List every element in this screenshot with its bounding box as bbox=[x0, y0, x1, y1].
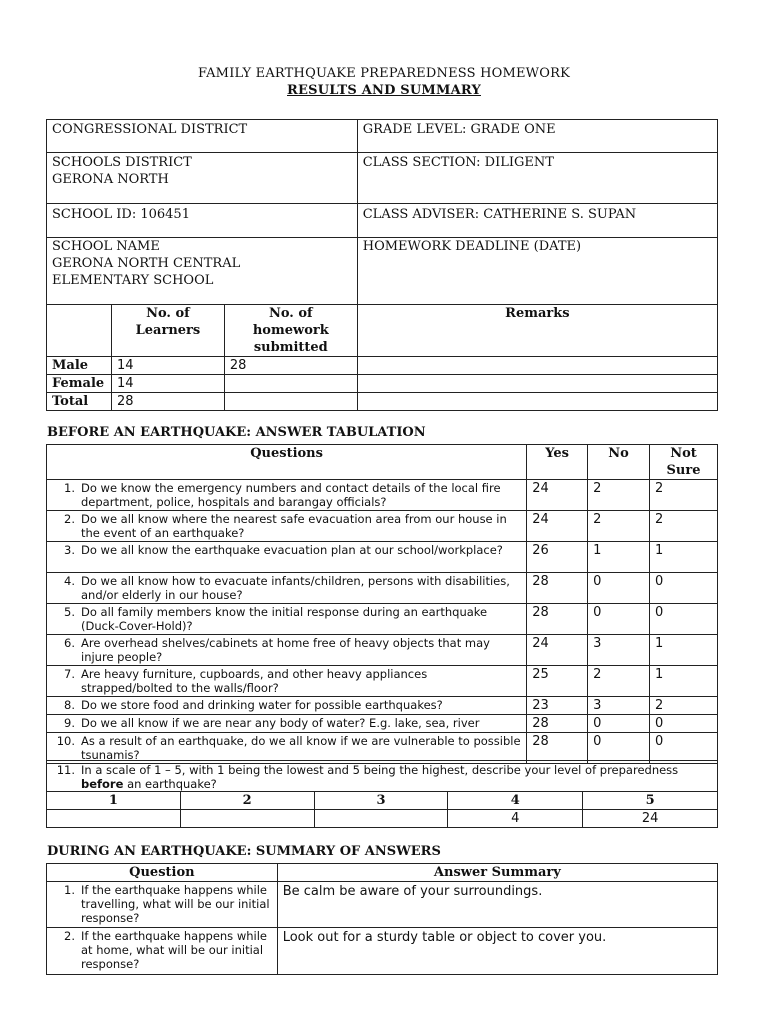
not-sure-count: 0 bbox=[650, 733, 718, 764]
yes-count: 28 bbox=[527, 733, 588, 764]
question-text-wrap bbox=[53, 481, 521, 509]
not-sure-header: Not Sure bbox=[666, 446, 701, 478]
answer-summary: Be calm be aware of your surroundings. bbox=[277, 882, 717, 928]
question-number: 2. bbox=[64, 929, 75, 943]
not-sure-count: 2 bbox=[650, 697, 718, 715]
schools-district-label: SCHOOLS DISTRICT bbox=[52, 155, 192, 170]
answer-summary-header: Answer Summary bbox=[433, 865, 561, 880]
not-sure-count: 0 bbox=[650, 715, 718, 733]
question-text: If the earthquake happens while at home, what will be our initial response? bbox=[81, 929, 267, 971]
submitted-count: 28 bbox=[224, 357, 357, 375]
table-row bbox=[47, 733, 718, 764]
question-text-wrap bbox=[53, 929, 272, 971]
table-row bbox=[47, 715, 718, 733]
question-text: Do we all know the earthquake evacuation plan at our school/workplace? bbox=[81, 543, 503, 557]
not-sure-count: 1 bbox=[650, 542, 718, 573]
row-label: Total bbox=[47, 393, 112, 411]
submitted-header: No. of homework submitted bbox=[252, 306, 329, 355]
yes-count: 28 bbox=[527, 715, 588, 733]
question-text: Are heavy furniture, cupboards, and other heavy appliances strapped/bolted to the walls/floor? bbox=[81, 667, 428, 695]
table-row bbox=[47, 393, 718, 411]
question-text-wrap bbox=[53, 698, 521, 712]
scale-value: 2 bbox=[180, 792, 314, 810]
no-count: 3 bbox=[588, 635, 650, 666]
yes-count: 24 bbox=[527, 480, 588, 511]
question-text: Do all family members know the initial response during an earthquake (Duck-Cover-Hold)? bbox=[81, 605, 488, 633]
scale-count bbox=[180, 810, 314, 828]
yes-count: 25 bbox=[527, 666, 588, 697]
no-count: 0 bbox=[588, 604, 650, 635]
scale-row bbox=[47, 792, 718, 810]
question-text-wrap bbox=[53, 883, 272, 925]
question-number: 11. bbox=[56, 763, 75, 777]
not-sure-count: 0 bbox=[650, 604, 718, 635]
yes-count: 26 bbox=[527, 542, 588, 573]
question-11 bbox=[53, 763, 712, 791]
not-sure-count: 2 bbox=[650, 511, 718, 542]
question-number: 9. bbox=[64, 716, 75, 730]
row-label: Male bbox=[47, 357, 112, 375]
question-number: 1. bbox=[64, 883, 75, 897]
school-info-table bbox=[46, 119, 718, 411]
question-number: 8. bbox=[64, 698, 75, 712]
table-row bbox=[47, 542, 718, 573]
question-text: As a result of an earthquake, do we all know if we are vulnerable to possible tsunamis? bbox=[81, 734, 521, 762]
question-text-wrap bbox=[53, 512, 521, 540]
not-sure-count: 1 bbox=[650, 666, 718, 697]
preparedness-scale-table bbox=[46, 760, 718, 828]
question-text: Do we all know where the nearest safe evacuation area from our house in the event of an earthquake? bbox=[81, 512, 507, 540]
learners-count: 28 bbox=[111, 393, 224, 411]
questions-header: Questions bbox=[250, 446, 323, 461]
before-question-rows bbox=[47, 480, 718, 764]
learners-header: No. of Learners bbox=[135, 306, 201, 338]
question-number: 3. bbox=[64, 543, 75, 557]
remarks-cell bbox=[357, 375, 717, 393]
scale-value: 3 bbox=[314, 792, 448, 810]
scale-value: 1 bbox=[47, 792, 181, 810]
school-name-line2: ELEMENTARY SCHOOL bbox=[52, 273, 214, 288]
question-text: Do we all know if we are near any body of water? E.g. lake, sea, river bbox=[81, 716, 480, 730]
scale-count bbox=[314, 810, 448, 828]
table-row bbox=[47, 697, 718, 715]
no-count: 3 bbox=[588, 697, 650, 715]
question-text: Do we store food and drinking water for possible earthquakes? bbox=[81, 698, 443, 712]
table-row bbox=[47, 375, 718, 393]
not-sure-count: 2 bbox=[650, 480, 718, 511]
learners-count: 14 bbox=[111, 375, 224, 393]
question-number: 7. bbox=[64, 667, 75, 681]
question-11-text: In a scale of 1 – 5, with 1 being the lowest and 5 being the highest, describe your level of preparedness bbox=[81, 763, 679, 777]
question-text-wrap bbox=[53, 543, 521, 557]
class-adviser: CLASS ADVISER: CATHERINE S. SUPAN bbox=[362, 207, 637, 222]
table-row bbox=[47, 480, 718, 511]
not-sure-count: 0 bbox=[650, 573, 718, 604]
yes-count: 23 bbox=[527, 697, 588, 715]
school-id: SCHOOL ID: 106451 bbox=[52, 207, 190, 222]
count-row bbox=[47, 810, 718, 828]
document-subtitle: RESULTS AND SUMMARY bbox=[287, 83, 481, 98]
question-number: 4. bbox=[64, 574, 75, 588]
question-text: Do we all know how to evacuate infants/children, persons with disabilities, and/or elderly in our house? bbox=[81, 574, 510, 602]
question-text-wrap bbox=[53, 636, 521, 664]
scale-count bbox=[47, 810, 181, 828]
no-count: 0 bbox=[588, 715, 650, 733]
learners-count: 14 bbox=[111, 357, 224, 375]
document-title: FAMILY EARTHQUAKE PREPAREDNESS HOMEWORK bbox=[198, 66, 570, 81]
question-number: 10. bbox=[56, 734, 75, 748]
remarks-cell bbox=[357, 357, 717, 375]
question-text-wrap bbox=[53, 605, 521, 633]
question-text: Are overhead shelves/cabinets at home free of heavy objects that may injure people? bbox=[81, 636, 490, 664]
yes-count: 24 bbox=[527, 635, 588, 666]
table-row bbox=[47, 635, 718, 666]
not-sure-count: 1 bbox=[650, 635, 718, 666]
grade-level: GRADE LEVEL: GRADE ONE bbox=[362, 122, 556, 137]
schools-district-value: GERONA NORTH bbox=[52, 172, 169, 187]
no-count: 1 bbox=[588, 542, 650, 573]
question-text: If the earthquake happens while travelling, what will be our initial response? bbox=[81, 883, 270, 925]
no-header: No bbox=[608, 446, 629, 461]
question-text-wrap bbox=[53, 574, 521, 602]
school-name-label: SCHOOL NAME bbox=[52, 239, 160, 254]
table-row bbox=[47, 604, 718, 635]
no-count: 2 bbox=[588, 666, 650, 697]
before-section-title: BEFORE AN EARTHQUAKE: ANSWER TABULATION bbox=[47, 425, 426, 440]
scale-count: 4 bbox=[448, 810, 583, 828]
congressional-district: CONGRESSIONAL DISTRICT bbox=[52, 122, 248, 137]
scale-value: 4 bbox=[448, 792, 583, 810]
no-count: 2 bbox=[588, 511, 650, 542]
question-number: 1. bbox=[64, 481, 75, 495]
table-row bbox=[47, 666, 718, 697]
no-count: 0 bbox=[588, 733, 650, 764]
question-text: Do we know the emergency numbers and contact details of the local fire department, police, hospitals and barangay officials? bbox=[81, 481, 501, 509]
yes-count: 24 bbox=[527, 511, 588, 542]
question-header: Question bbox=[129, 865, 195, 880]
table-row bbox=[47, 882, 718, 928]
remarks-cell bbox=[357, 393, 717, 411]
question-11-text-after: an earthquake? bbox=[127, 777, 217, 791]
class-section: CLASS SECTION: DILIGENT bbox=[362, 155, 554, 170]
question-number: 2. bbox=[64, 512, 75, 526]
remarks-header: Remarks bbox=[505, 306, 570, 321]
table-row bbox=[47, 573, 718, 604]
no-count: 0 bbox=[588, 573, 650, 604]
table-row bbox=[47, 357, 718, 375]
question-11-bold: before bbox=[81, 777, 124, 791]
yes-header: Yes bbox=[545, 446, 570, 461]
yes-count: 28 bbox=[527, 604, 588, 635]
scale-value: 5 bbox=[583, 792, 718, 810]
during-section-title: DURING AN EARTHQUAKE: SUMMARY OF ANSWERS bbox=[47, 844, 441, 859]
school-name-line1: GERONA NORTH CENTRAL bbox=[52, 256, 241, 271]
answer-summary: Look out for a sturdy table or object to cover you. bbox=[277, 928, 717, 975]
scale-count: 24 bbox=[583, 810, 718, 828]
table-row bbox=[47, 928, 718, 975]
no-count: 2 bbox=[588, 480, 650, 511]
submitted-count bbox=[224, 375, 357, 393]
question-text-wrap bbox=[53, 716, 521, 730]
during-rows bbox=[47, 882, 718, 975]
row-label: Female bbox=[47, 375, 112, 393]
yes-count: 28 bbox=[527, 573, 588, 604]
question-text-wrap bbox=[53, 667, 521, 695]
before-table bbox=[46, 444, 718, 764]
submitted-count bbox=[224, 393, 357, 411]
table-row bbox=[47, 511, 718, 542]
question-text-wrap bbox=[53, 734, 521, 762]
during-table bbox=[46, 863, 718, 975]
question-number: 5. bbox=[64, 605, 75, 619]
question-number: 6. bbox=[64, 636, 75, 650]
homework-deadline: HOMEWORK DEADLINE (DATE) bbox=[362, 239, 582, 254]
